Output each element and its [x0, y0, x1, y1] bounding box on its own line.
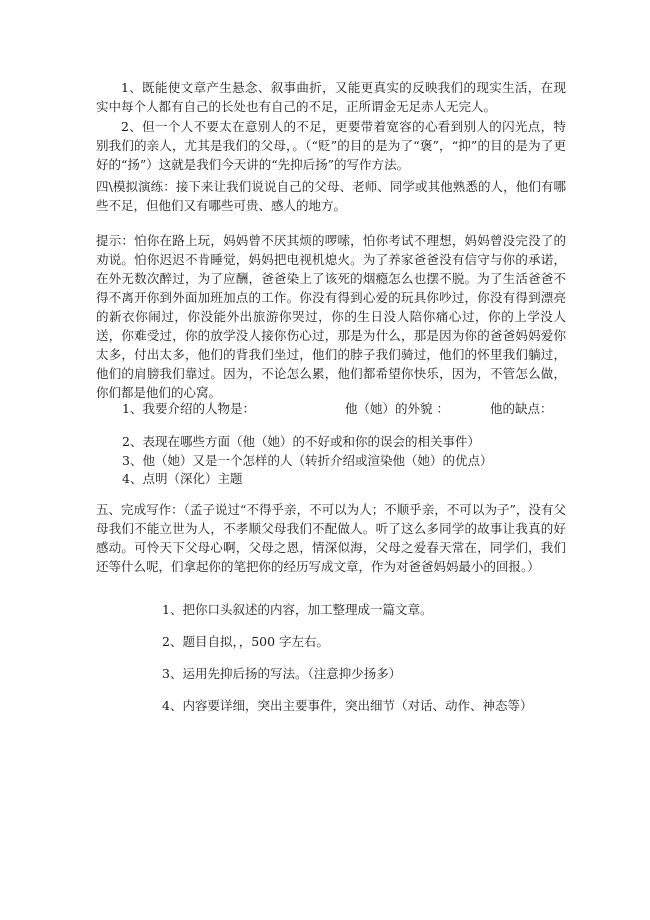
section-5-paragraph: 五、完成写作：（孟子说过“不得乎亲，不可以为人；不顺乎亲，不可以为子”，没有父母我们不能立世为人，不孝顺父母我们不配做人。听了这么多同学的故事让我真的好感动。可怜天下父母心啊，父母之恩，情深似海，父母之爱春天常在，同学们，我们还等什么呢，们拿起你的笔把你的经历写成文章，作为对爸爸妈妈最小的回报。） — [96, 502, 566, 574]
item-1-shortcoming: 他的缺点： — [490, 401, 553, 416]
paragraph-point-1: 1、既能使文章产生悬念、叙事曲折，又能更真实的反映我们的现实生活，在现实中每个人都有自己的长处也有自己的不足，正所谓金无足赤人无完人。 — [96, 80, 566, 114]
requirement-1: 1、把你口头叙述的内容，加工整理成一篇文章。 — [162, 602, 433, 617]
item-1-person: 1、我要介绍的人物是： — [122, 401, 255, 416]
paragraph-point-2: 2、但一个人不要太在意别人的不足，更要带着宽容的心看到别人的闪光点，特别我们的亲人，尤其是我们的父母，。（“贬”的目的是为了“褒”，“抑”的目的是为了更好的“扬”）这就是我们今天讲的“先抑后扬”的写作方法。 — [96, 119, 566, 172]
item-2: 2、表现在哪些方面（他（她）的不好或和你的误会的相关事件） — [122, 434, 480, 449]
section-4-heading: 四\模拟演练：接下来让我们说说自己的父母、老师、同学或其他熟悉的人，他们有哪些不足，但他们又有哪些可贵、感人的地方。 — [96, 179, 566, 213]
hint-paragraph: 提示：怕你在路上玩，妈妈曾不厌其烦的啰嗦，怕你考试不理想，妈妈曾没完没了的劝说。怕你迟迟不肯睡觉，妈妈把电视机熄火。为了养家爸爸没有信守与你的承诺，在外无数次醉过，为了应酬，爸爸染上了该死的烟瘾怎么也摆不脱。为了生活爸爸不得不离开你到外面加班加点的工作。你没有得到心爱的玩具你吵过，你没有得到漂亮的新衣你闹过，你没能外出旅游你哭过，你的生日没人陪你痛心过，你的上学没人送，你难受过，你的放学没人接你伤心过，那是为什么，那是因为你的爸爸妈妈爱你太多，付出太多，他们的背我们坐过，他们的脖子我们骑过，他们的怀里我们躺过，他们的肩膀我们靠过。因为，不论怎么累，他们都希望你快乐，因为，不管怎么做，你们都是他们的心窝。 — [96, 233, 566, 400]
requirement-4: 4、内容要详细，突出主要事件，突出细节（对话、动作、神态等） — [162, 698, 533, 713]
item-4: 4、点明（深化）主题 — [122, 471, 243, 486]
requirement-2: 2、题目自拟，，500 字左右。 — [162, 634, 330, 649]
item-1-appearance: 他（她）的外貌 ： — [345, 401, 449, 416]
item-3: 3、他（她）又是一个怎样的人（转折介绍或渲染他（她）的优点） — [122, 453, 493, 468]
requirement-3: 3、运用先抑后扬的写法。（注意抑少扬多） — [162, 666, 402, 681]
